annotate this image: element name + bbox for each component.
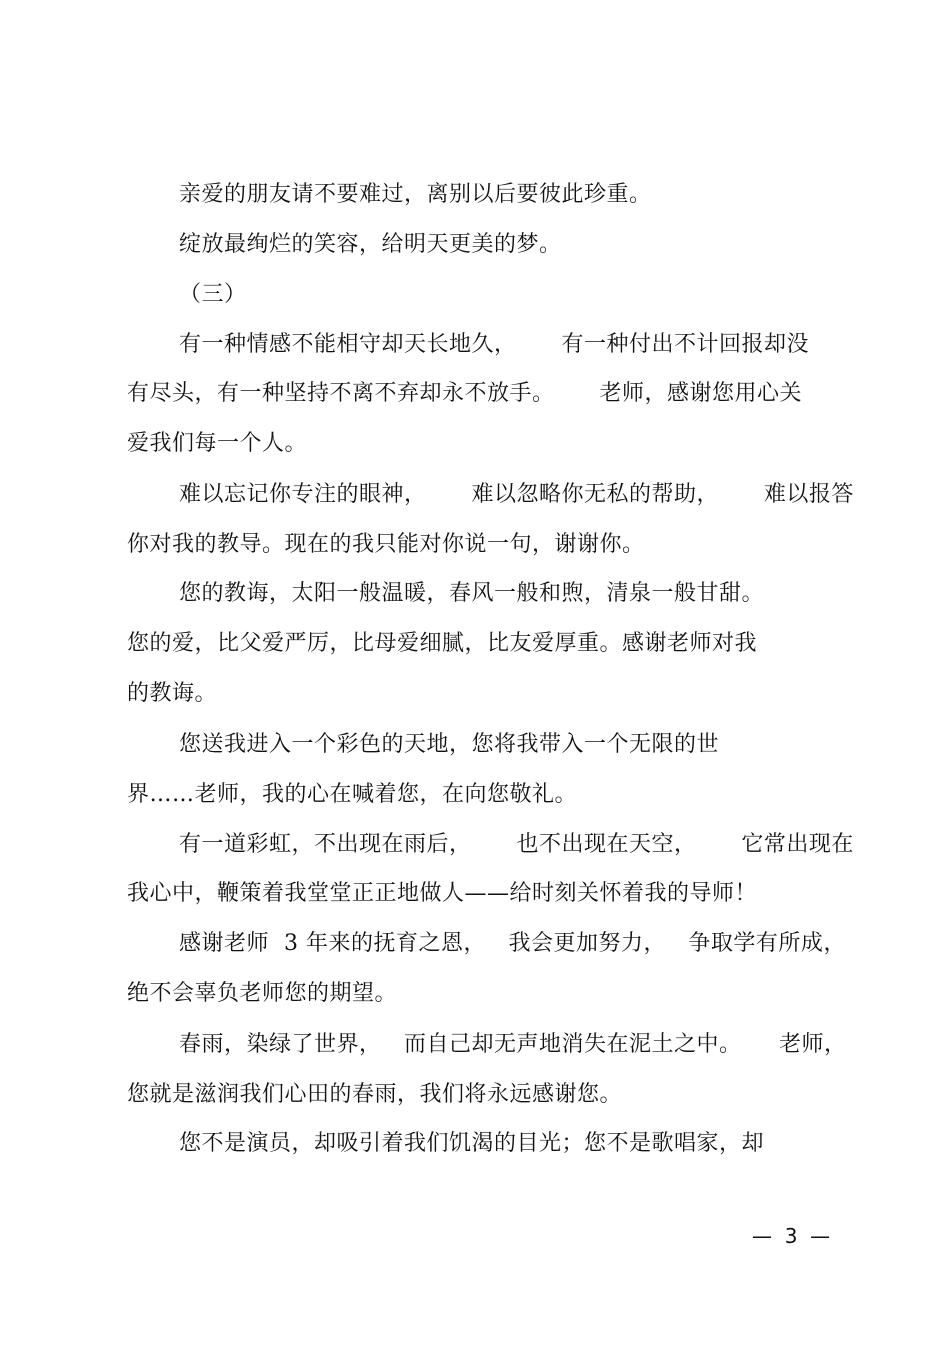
text-line: 爱我们每一个人。	[127, 431, 308, 456]
page-number: — 3 —	[752, 1224, 831, 1248]
section-heading: （三）	[179, 282, 247, 307]
text-line: 绝不会辜负老师您的期望。	[127, 981, 398, 1006]
text-line: 绽放最绚烂的笑容，给明天更美的梦。	[179, 232, 562, 257]
text-line: 您不是演员，却吸引着我们饥渴的目光；您不是歌唱家，却	[179, 1131, 765, 1156]
text-line: 难以忘记你专注的眼神， 难以忽略你无私的帮助， 难以报答	[179, 482, 854, 507]
text-line: 亲爱的朋友请不要难过，离别以后要彼此珍重。	[179, 182, 652, 207]
text-line: 有尽头，有一种坚持不离不弃却永不放手。 老师，感谢您用心关	[127, 381, 802, 406]
text-line: 有一种情感不能相守却天长地久， 有一种付出不计回报却没	[179, 332, 809, 357]
text-line: 您就是滋润我们心田的春雨，我们将永远感谢您。	[127, 1082, 623, 1107]
text-line: 有一道彩虹，不出现在雨后， 也不出现在天空， 它常出现在	[179, 832, 854, 857]
text-line: 您送我进入一个彩色的天地，您将我带入一个无限的世	[179, 732, 720, 757]
text-line: 感谢老师 3 年来的抚育之恩， 我会更加努力， 争取学有所成，	[179, 931, 846, 956]
text-line: 您的教诲，太阳一般温暖，春风一般和煦，清泉一般甘甜。	[179, 581, 765, 606]
text-line: 你对我的教导。现在的我只能对你说一句，谢谢你。	[127, 532, 645, 557]
text-line: 春雨，染绿了世界， 而自己却无声地消失在泥土之中。 老师，	[179, 1032, 847, 1057]
text-line: 您的爱，比父爱严厉，比母爱细腻，比友爱厚重。感谢老师对我	[127, 631, 758, 656]
text-line: 的教诲。	[127, 681, 218, 706]
text-line: 界……老师，我的心在喊着您，在向您敬礼。	[127, 782, 578, 807]
text-line: 我心中，鞭策着我堂堂正正地做人——给时刻关怀着我的导师！	[127, 881, 758, 906]
